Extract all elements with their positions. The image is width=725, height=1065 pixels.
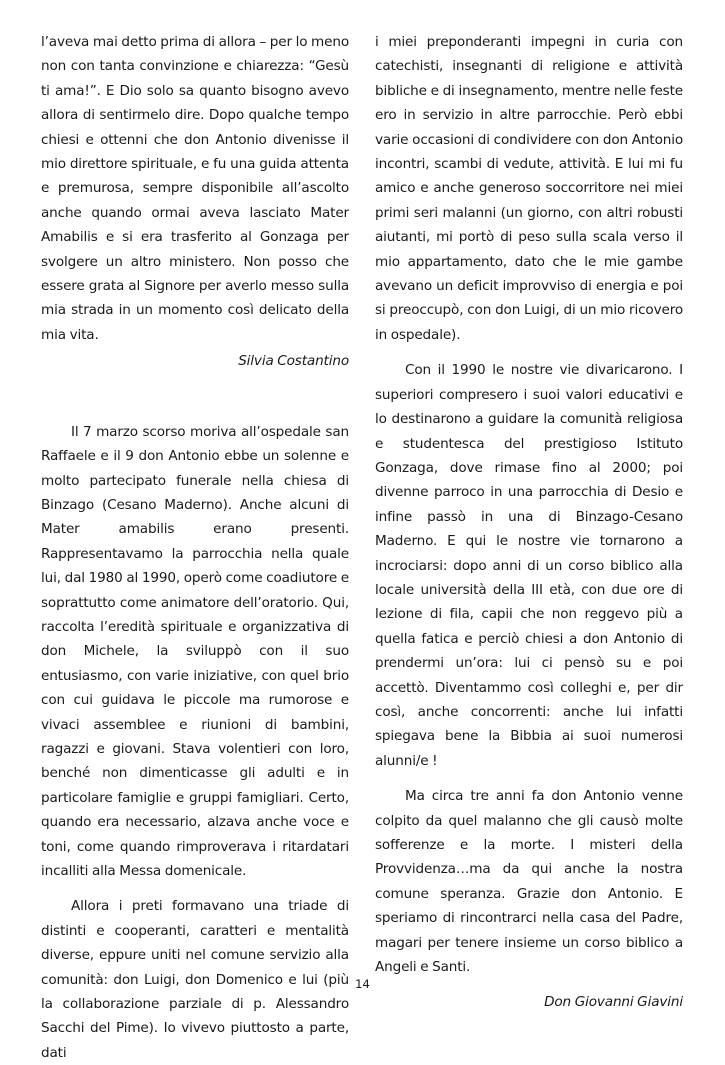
right-paragraph-2: Con il 1990 le nostre vie divaricarono. I superiori compresero i suoi valori educativi e lo destinarono a guidare la comunità religiosa e studentesca del prestigioso Istituto Gonzaga, dove rimase fino al 2000; poi divenne parroco in una parrocchia di Desio e infine passò in una di Binzago-Cesano Maderno. E qui le nostre vie tornarono a incrociarsi: dopo anni di un corso biblico alla locale università della III età, con due ore di lezione di fila, capii che non reggevo più a quella fatica e perciò chiesi a don Antonio di prendermi un’ora: lui ci pensò su e poi accettò. Diventammo così colleghi e, per dir così, anche concorrenti: anche lui infatti spiegava bene la Bibbia ai suoi numerosi alunni/e ! [375,362,683,769]
signature-giovanni-giavini: Don Giovanni Giavini [544,994,683,1011]
left-paragraph-2: Il 7 marzo scorso moriva all’ospedale san Raffaele e il 9 don Antonio ebbe un solenne e molto partecipato funerale nella chiesa di Binzago (Cesano Maderno). Anche alcuni di Mater amabilis erano presenti. Rappresentavamo la parrocchia nella quale lui, dal 1980 al 1990, operò come coadiutore e soprattutto come animatore dell’oratorio. Qui, raccolta l’eredità spirituale e organizzativa di don Michele, la sviluppò con il suo entusiasmo, con varie iniziative, con quel brio con cui guidava le piccole ma rumorose e vivaci assemblee e riunioni di bambini, ragazzi e giovani. Stava volentieri con loro, benché non dimenticasse gli adulti e in particolare famiglie e gruppi famigliari. Certo, quando era necessario, alzava anche voce e toni, come quando rimproverava i ritardatari incalliti alla Messa domenicale. [41,423,349,879]
signature-silvia-costantino: Silvia Costantino [238,353,349,370]
right-paragraph-1: i miei preponderanti impegni in curia con catechisti, insegnanti di religione e attività bibliche e di insegnamento, mentre nelle feste ero in servizio in altre parrocchie. Però ebbi varie occasioni di condividere con don Antonio incontri, scambi di vedute, attività. E lui mi fu amico e anche generoso soccorritore nei miei primi seri malanni (un giorno, con altri robusti aiutanti, mi portò di peso sulla scala verso il mio appartamento, dato che le mie gambe avevano un deficit improvviso di energia e poi si preoccupò, con don Luigi, di un mio ricovero in ospedale). [375,34,683,343]
page-number: 14 [355,977,370,991]
left-paragraph-3: Allora i preti formavano una triade di distinti e cooperanti, caratteri e mentalità diverse, eppure uniti nel comune servizio alla comunità: don Luigi, don Domenico e lui (più la collaborazione parziale di p. Alessandro Sacchi del Pime). Io vivevo piuttosto a parte, dati [41,898,349,1061]
right-column [375,30,683,1015]
left-paragraph-1: l’aveva mai detto prima di allora – per lo meno non con tanta convinzione e chiarezza: “Gesù ti ama!”. E Dio solo sa quanto bisogno avevo allora di sentirmelo dire. Dopo qualche tempo chiesi e ottenni che don Antonio divenisse il mio direttore spirituale, e fu una guida attenta e premurosa, sempre disponibile all’ascolto anche quando ormai aveva lasciato Mater Amabilis e si era trasferito al Gonzaga per svolgere un altro ministero. Non posso che essere grata al Signore per averlo messo sulla mia strada in un momento così delicato della mia vita. [41,34,349,343]
right-paragraph-3: Ma circa tre anni fa don Antonio venne colpito da quel malanno che gli causò molte sofferenze e la morte. I misteri della Provvidenza…ma da qui anche la nostra comune speranza. Grazie don Antonio. E speriamo di rincontrarci nella casa del Padre, magari per tenere insieme un corso biblico a Angeli e Santi. [375,788,683,976]
left-column [41,30,349,1065]
